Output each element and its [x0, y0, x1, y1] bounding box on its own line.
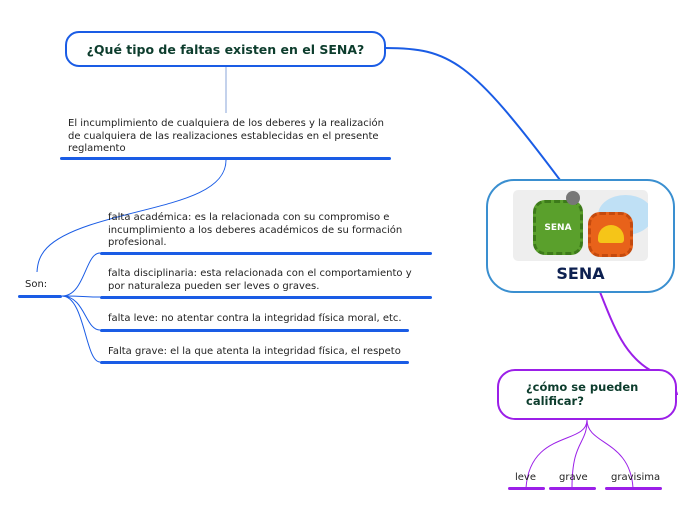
option-leve[interactable]: leve [515, 472, 537, 483]
type-underline [100, 296, 432, 299]
type-underline [100, 361, 409, 364]
green-gear-icon: SENA [533, 200, 583, 255]
type-leve[interactable]: falta leve: no atentar contra la integridad física moral, etc. [108, 313, 402, 324]
qualify-node[interactable] [497, 369, 677, 420]
small-gear-icon [566, 191, 580, 205]
option-underline [549, 487, 596, 490]
option-grave[interactable]: grave [559, 472, 588, 483]
definition-text[interactable]: El incumplimiento de cualquiera de los deberes y la realización de cualquiera de las realizaciones establecidas en el presente reglamento [68, 118, 384, 154]
son-underline [18, 295, 62, 298]
type-academica[interactable]: falta académica: es la relacionada con su compromiso e incumplimiento a los deberes académicos de su formación profesional. [108, 212, 403, 248]
option-underline [605, 487, 662, 490]
type-grave[interactable]: Falta grave: el la que atenta la integridad física, el respeto [108, 346, 401, 357]
definition-underline [60, 157, 391, 160]
central-sena-node[interactable] [486, 179, 675, 293]
hard-hat-icon [598, 225, 624, 243]
option-gravisima[interactable]: gravisima [611, 472, 661, 483]
main-topic-label: ¿Qué tipo de faltas existen en el SENA? [86, 41, 365, 57]
sena-logo-image [513, 190, 648, 261]
orange-gear-icon [588, 212, 633, 257]
central-label: SENA [556, 264, 605, 283]
type-underline [100, 252, 432, 255]
option-underline [508, 487, 545, 490]
type-disciplinaria[interactable]: falta disciplinaria: esta relacionada con el comportamiento y por naturaleza pueden ser leves o graves. [108, 268, 412, 292]
connector-son-branches [62, 253, 100, 362]
type-underline [100, 329, 409, 332]
qualify-label: ¿cómo se pueden calificar? [526, 380, 639, 408]
son-label[interactable]: Son: [25, 279, 48, 290]
connector-main-to-sena [385, 48, 560, 180]
main-topic-node[interactable] [65, 31, 386, 67]
